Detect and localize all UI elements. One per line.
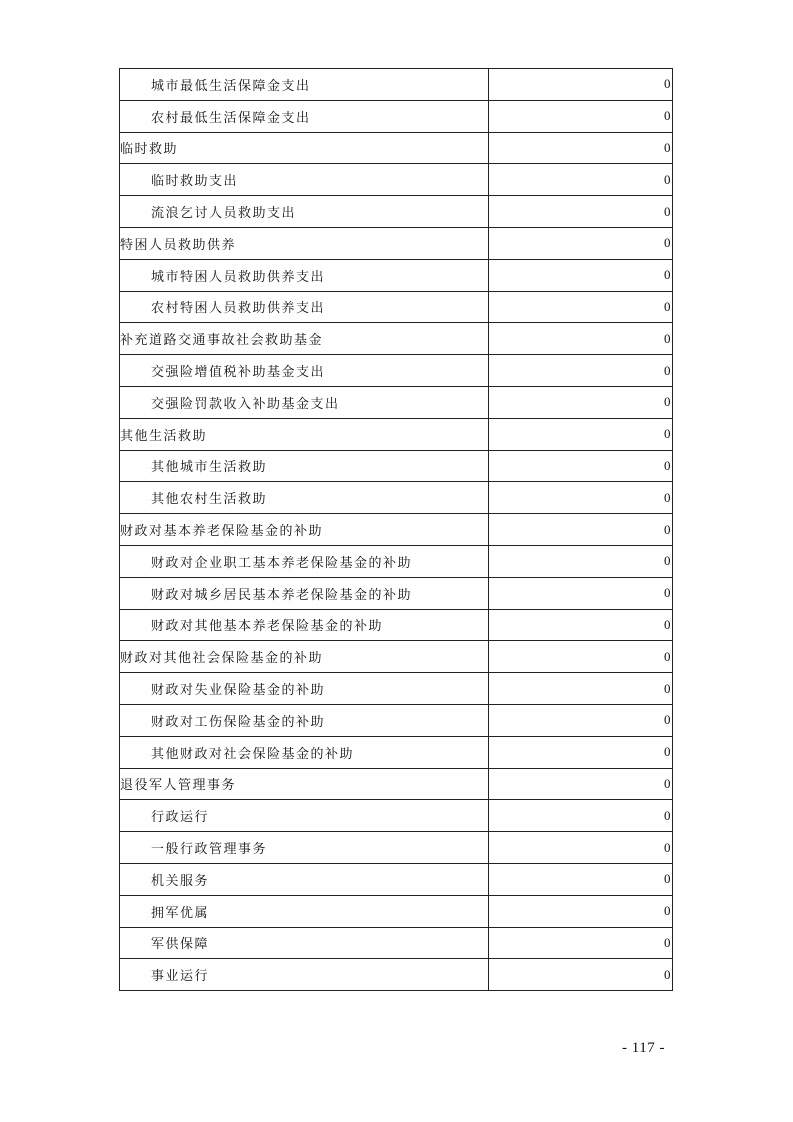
row-item-name: 军供保障 — [120, 927, 489, 959]
table-row — [120, 577, 673, 609]
table-row — [120, 609, 673, 641]
row-item-name: 城市最低生活保障金支出 — [120, 69, 489, 101]
row-item-value: 0 — [489, 355, 673, 387]
row-item-value: 0 — [489, 100, 673, 132]
row-item-value: 0 — [489, 577, 673, 609]
table-row — [120, 545, 673, 577]
table-row — [120, 164, 673, 196]
row-item-value: 0 — [489, 132, 673, 164]
row-item-name: 一般行政管理事务 — [120, 832, 489, 864]
row-item-value: 0 — [489, 323, 673, 355]
table-row — [120, 800, 673, 832]
table-row — [120, 132, 673, 164]
table-row — [120, 482, 673, 514]
row-item-value: 0 — [489, 609, 673, 641]
table-row — [120, 69, 673, 101]
table-row — [120, 259, 673, 291]
row-item-value: 0 — [489, 863, 673, 895]
row-item-name: 农村最低生活保障金支出 — [120, 100, 489, 132]
row-item-value: 0 — [489, 514, 673, 546]
table-row — [120, 863, 673, 895]
row-item-value: 0 — [489, 259, 673, 291]
table-row — [120, 291, 673, 323]
row-item-name: 特困人员救助供养 — [120, 227, 489, 259]
table-row — [120, 418, 673, 450]
row-item-name: 财政对工伤保险基金的补助 — [120, 704, 489, 736]
row-item-value: 0 — [489, 641, 673, 673]
row-item-value: 0 — [489, 291, 673, 323]
row-item-name: 财政对基本养老保险基金的补助 — [120, 514, 489, 546]
row-item-value: 0 — [489, 800, 673, 832]
row-item-name: 退役军人管理事务 — [120, 768, 489, 800]
row-item-value: 0 — [489, 482, 673, 514]
row-item-value: 0 — [489, 736, 673, 768]
row-item-name: 机关服务 — [120, 863, 489, 895]
row-item-name: 农村特困人员救助供养支出 — [120, 291, 489, 323]
row-item-name: 临时救助 — [120, 132, 489, 164]
page-number: - 117 - — [622, 1040, 665, 1056]
row-item-name: 补充道路交通事故社会救助基金 — [120, 323, 489, 355]
row-item-value: 0 — [489, 227, 673, 259]
table-row — [120, 673, 673, 705]
row-item-name: 其他财政对社会保险基金的补助 — [120, 736, 489, 768]
table-row — [120, 768, 673, 800]
row-item-name: 事业运行 — [120, 959, 489, 991]
table-row — [120, 196, 673, 228]
row-item-name: 流浪乞讨人员救助支出 — [120, 196, 489, 228]
row-item-value: 0 — [489, 418, 673, 450]
budget-table — [119, 68, 673, 991]
row-item-value: 0 — [489, 768, 673, 800]
row-item-name: 其他生活救助 — [120, 418, 489, 450]
row-item-name: 拥军优属 — [120, 895, 489, 927]
table-row — [120, 514, 673, 546]
row-item-value: 0 — [489, 450, 673, 482]
table-row — [120, 832, 673, 864]
row-item-name: 交强险罚款收入补助基金支出 — [120, 386, 489, 418]
table-row — [120, 704, 673, 736]
table-row — [120, 959, 673, 991]
row-item-value: 0 — [489, 545, 673, 577]
row-item-name: 财政对城乡居民基本养老保险基金的补助 — [120, 577, 489, 609]
row-item-value: 0 — [489, 69, 673, 101]
row-item-name: 临时救助支出 — [120, 164, 489, 196]
table-row — [120, 323, 673, 355]
row-item-value: 0 — [489, 704, 673, 736]
table-row — [120, 641, 673, 673]
row-item-value: 0 — [489, 959, 673, 991]
table-row — [120, 100, 673, 132]
row-item-value: 0 — [489, 164, 673, 196]
table-row — [120, 736, 673, 768]
row-item-name: 行政运行 — [120, 800, 489, 832]
budget-table-body — [120, 69, 673, 991]
row-item-value: 0 — [489, 927, 673, 959]
table-row — [120, 927, 673, 959]
row-item-name: 其他农村生活救助 — [120, 482, 489, 514]
row-item-value: 0 — [489, 196, 673, 228]
row-item-name: 交强险增值税补助基金支出 — [120, 355, 489, 387]
row-item-name: 财政对失业保险基金的补助 — [120, 673, 489, 705]
row-item-value: 0 — [489, 832, 673, 864]
row-item-name: 财政对其他基本养老保险基金的补助 — [120, 609, 489, 641]
table-row — [120, 386, 673, 418]
row-item-name: 其他城市生活救助 — [120, 450, 489, 482]
row-item-value: 0 — [489, 673, 673, 705]
table-row — [120, 227, 673, 259]
table-row — [120, 450, 673, 482]
row-item-name: 财政对企业职工基本养老保险基金的补助 — [120, 545, 489, 577]
row-item-value: 0 — [489, 386, 673, 418]
row-item-value: 0 — [489, 895, 673, 927]
row-item-name: 城市特困人员救助供养支出 — [120, 259, 489, 291]
table-row — [120, 355, 673, 387]
row-item-name: 财政对其他社会保险基金的补助 — [120, 641, 489, 673]
table-row — [120, 895, 673, 927]
